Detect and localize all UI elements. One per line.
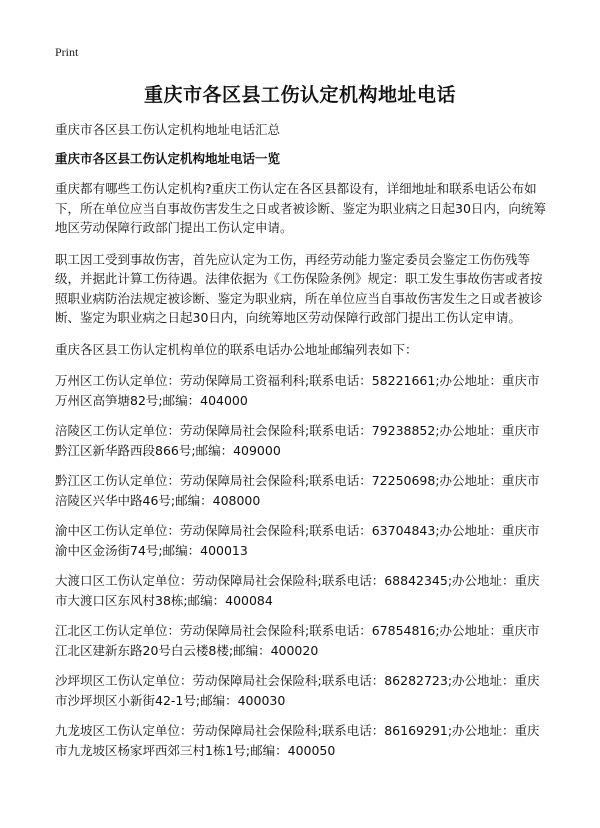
- list-intro-paragraph: 重庆各区县工伤认定机构单位的联系电话办公地址邮编列表如下：: [55, 341, 418, 357]
- entry-yuzhong: 渝中区工伤认定单位：劳动保障局社会保险科;联系电话：63704843;办公地址：重庆市渝中区金汤街74号;邮编：400013: [55, 523, 540, 558]
- entry-jiulongpo: 九龙坡区工伤认定单位：劳动保障局社会保险科;联系电话：86169291;办公地址：重庆市九龙坡区杨家坪西郊三村1栋1号;邮编：400050: [55, 723, 540, 758]
- entry-shapingba: 沙坪坝区工伤认定单位：劳动保障局社会保险科;联系电话：86282723;办公地址：重庆市沙坪坝区小新街42-1号;邮编：400030: [55, 673, 540, 708]
- legal-basis-paragraph: 职工因工受到事故伤害，首先应认定为工伤，再经劳动能力鉴定委员会鉴定工伤伤残等级，并据此计算工伤待遇。法律依据为《工伤保险条例》规定：职工发生事故伤害或者按照职业病防治法规定被诊断、鉴定为职业病，所在单位应当自事故伤害发生之日或者被诊断、鉴定为职业病之日起30日内，向统筹地区劳动保障行政部门提出工伤认定申请。: [55, 251, 543, 325]
- article-subtitle: 重庆市各区县工伤认定机构地址电话汇总: [55, 122, 281, 137]
- entry-fuling: 涪陵区工伤认定单位：劳动保障局社会保险科;联系电话：79238852;办公地址：重庆市黔江区新华路西段866号;邮编：409000: [55, 423, 540, 458]
- intro-paragraph: 重庆都有哪些工伤认定机构?重庆工伤认定在各区县都设有，详细地址和联系电话公布如下，所在单位应当自事故伤害发生之日或者被诊断、鉴定为职业病之日起30日内，向统筹地区劳动保障行政部门提出工伤认定申请。: [55, 181, 546, 235]
- entry-qianjiang: 黔江区工伤认定单位：劳动保障局社会保险科;联系电话：72250698;办公地址：重庆市涪陵区兴华中路46号;邮编：408000: [55, 473, 540, 508]
- article-body: [55, 120, 552, 771]
- entry-jiangbei: 江北区工伤认定单位：劳动保障局社会保险科;联系电话：67854816;办公地址：重庆市江北区建新东路20号白云楼8楼;邮编：400020: [55, 623, 540, 658]
- entry-wanzhou: 万州区工伤认定单位：劳动保障局工资福利科;联系电话：58221661;办公地址：重庆市万州区高笋塘82号;邮编：404000: [55, 373, 540, 408]
- section-heading: 重庆市各区县工伤认定机构地址电话一览: [55, 150, 281, 166]
- entry-dadukou: 大渡口区工伤认定单位：劳动保障局社会保险科;联系电话：68842345;办公地址：重庆市大渡口区东风村38栋;邮编：400084: [55, 573, 540, 608]
- print-link[interactable]: Print: [55, 45, 79, 59]
- page-title: 重庆市各区县工伤认定机构地址电话: [143, 84, 456, 106]
